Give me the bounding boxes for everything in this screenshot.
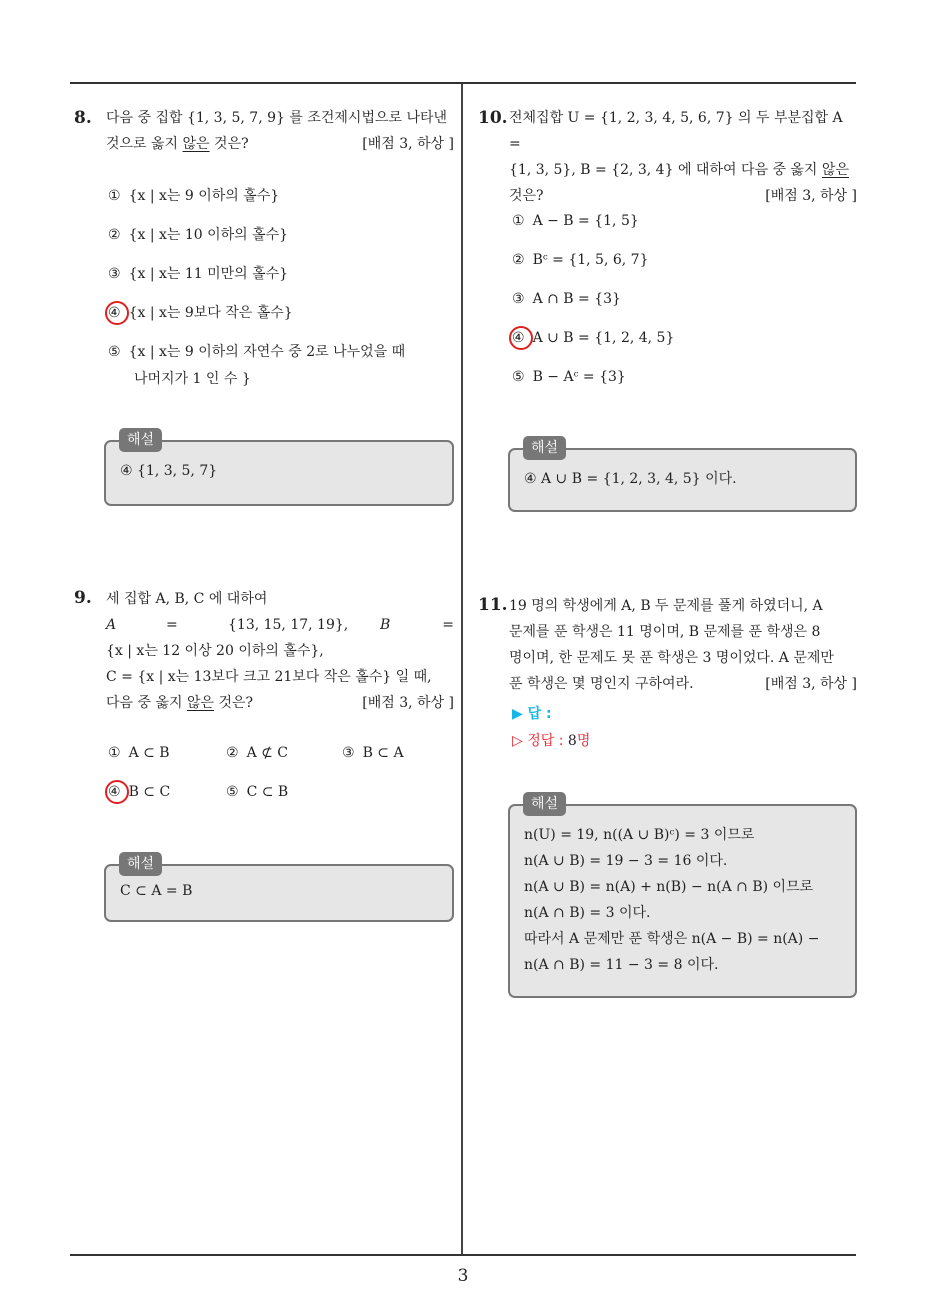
question-8-points: [배점 3, 하상 ] bbox=[362, 136, 454, 152]
q8-choice-5[interactable] bbox=[108, 340, 405, 364]
choice-mark: ④ bbox=[512, 330, 525, 346]
question-11-line1: 19 명의 학생에게 A, B 두 문제를 풀게 하였더니, A bbox=[509, 598, 823, 614]
q10-choice-2[interactable] bbox=[512, 248, 648, 272]
explanation-line: n(A ∪ B) = 19 − 3 = 16 이다. bbox=[524, 853, 728, 869]
choice-text: A ⊄ C bbox=[246, 745, 289, 761]
q9-explanation-text: C ⊂ A = B bbox=[120, 883, 193, 899]
question-8-number: 8. bbox=[74, 108, 92, 128]
q8-underlined: 않은 bbox=[182, 136, 210, 152]
top-rule bbox=[70, 82, 856, 84]
set-a-label: A bbox=[106, 617, 117, 633]
correct-answer bbox=[512, 730, 590, 750]
page-number: 3 bbox=[457, 1266, 469, 1286]
q10-choice-3[interactable] bbox=[512, 287, 621, 311]
q11-text-end: 푼 학생은 몇 명인지 구하여라. bbox=[509, 676, 694, 692]
explanation-line: n(A ∩ B) = 3 이다. bbox=[524, 905, 651, 921]
q10-choice-4[interactable] bbox=[512, 326, 674, 350]
q8-text-end: 것은? bbox=[209, 136, 249, 152]
choice-text: B ⊂ C bbox=[128, 784, 171, 800]
choice-mark: ⑤ bbox=[512, 369, 525, 385]
q8-explanation-tag: 해설 bbox=[119, 428, 162, 452]
q8-text: 것으로 옳지 bbox=[106, 136, 183, 152]
question-10-line2 bbox=[509, 157, 857, 183]
question-8-line2 bbox=[106, 131, 454, 157]
choice-mark: ④ bbox=[108, 305, 121, 321]
correct-answer-value: 8 bbox=[567, 733, 577, 749]
choice-text: A ⊂ B bbox=[128, 745, 170, 761]
q10-choice-1[interactable] bbox=[512, 209, 639, 233]
question-11-stem bbox=[509, 593, 857, 697]
q11-explanation-text bbox=[524, 816, 841, 978]
choice-mark: ② bbox=[512, 252, 525, 268]
choice-mark: ① bbox=[512, 213, 525, 229]
q8-choice-3[interactable] bbox=[108, 262, 288, 286]
answer-mark-circle bbox=[509, 326, 533, 350]
question-8-stem bbox=[106, 105, 454, 157]
question-10-stem bbox=[509, 105, 857, 209]
choice-text: A ∩ B = {3} bbox=[532, 291, 621, 307]
correct-answer-unit: 명 bbox=[576, 733, 591, 749]
q11-explanation-tag: 해설 bbox=[523, 792, 566, 816]
choice-text: {x | x는 11 미만의 홀수} bbox=[128, 266, 289, 282]
q9-underlined: 않은 bbox=[186, 695, 215, 711]
choice-text: B ⊂ A bbox=[362, 745, 404, 761]
choice-text: {x | x는 9 이하의 자연수 중 2로 나누었을 때 bbox=[128, 344, 406, 360]
choice-mark: ④ bbox=[108, 784, 121, 800]
q10-explanation-text: ④ A ∪ B = {1, 2, 3, 4, 5} 이다. bbox=[524, 471, 737, 487]
question-10-line3 bbox=[509, 183, 857, 209]
q10-text-end: 것은? bbox=[509, 188, 544, 204]
choice-mark: ⑤ bbox=[226, 784, 239, 800]
q9-text-end: 것은? bbox=[214, 695, 254, 711]
choice-text: C ⊂ B bbox=[246, 784, 289, 800]
choice-text: {x | x는 10 이하의 홀수} bbox=[128, 227, 289, 243]
q10-choice-5[interactable] bbox=[512, 365, 626, 389]
question-9-number: 9. bbox=[74, 588, 92, 608]
choice-mark: ② bbox=[108, 227, 121, 243]
choice-text: A − B = {1, 5} bbox=[532, 213, 639, 229]
explanation-line: 따라서 A 문제만 푼 학생은 n(A − B) = n(A) − bbox=[524, 931, 820, 947]
q8-explanation-text: ④ {1, 3, 5, 7} bbox=[120, 463, 218, 479]
choice-text: B − Aᶜ = {3} bbox=[532, 369, 626, 385]
q9-choice-5[interactable] bbox=[226, 780, 288, 804]
question-11-number: 11. bbox=[478, 595, 508, 615]
choice-mark: ③ bbox=[512, 291, 525, 307]
bottom-rule bbox=[70, 1254, 856, 1256]
explanation-line: n(A ∩ B) = 11 − 3 = 8 이다. bbox=[524, 957, 719, 973]
q10-explanation-tag: 해설 bbox=[523, 436, 566, 460]
q10-underlined: 않은 bbox=[821, 162, 849, 178]
q8-choice-1[interactable] bbox=[108, 184, 279, 208]
choice-text: A ∪ B = {1, 2, 4, 5} bbox=[532, 330, 675, 346]
question-10-line1: 전체집합 U = {1, 2, 3, 4, 5, 6, 7} 의 두 부분집합 A = bbox=[509, 110, 843, 152]
choice-mark: ⑤ bbox=[108, 344, 121, 360]
choice-mark: ② bbox=[226, 745, 239, 761]
q11-explanation-box bbox=[508, 804, 857, 998]
q10-text: {1, 3, 5}, B = {2, 3, 4} 에 대하여 다음 중 옳지 bbox=[509, 162, 822, 178]
equals-sign: = bbox=[442, 617, 454, 633]
question-9-line1: 세 집합 A, B, C 에 대하여 bbox=[106, 591, 268, 607]
choice-mark: ① bbox=[108, 745, 121, 761]
question-9-line3: {x | x는 12 이상 20 이하의 홀수}, bbox=[106, 643, 324, 659]
question-11-line2: 문제를 푼 학생은 11 명이며, B 문제를 푼 학생은 8 bbox=[509, 624, 821, 640]
q9-choice-3[interactable] bbox=[342, 741, 404, 765]
question-9-line2 bbox=[106, 612, 454, 638]
q8-choice-5-line2: 나머지가 1 인 수 } bbox=[134, 371, 251, 387]
question-11-line4 bbox=[509, 671, 857, 697]
answer-blank-label[interactable]: ▶ 답 : bbox=[512, 706, 552, 722]
choice-mark: ① bbox=[108, 188, 121, 204]
q8-choice-2[interactable] bbox=[108, 223, 288, 247]
choice-text: {x | x는 9 이하의 홀수} bbox=[128, 188, 280, 204]
explanation-line: n(U) = 19, n((A ∪ B)ᶜ) = 3 이므로 bbox=[524, 827, 755, 843]
q9-text: 다음 중 옳지 bbox=[106, 695, 187, 711]
question-10-points: [배점 3, 하상 ] bbox=[765, 188, 857, 204]
question-9-line4: C = {x | x는 13보다 크고 21보다 작은 홀수} 일 때, bbox=[106, 669, 432, 685]
question-11-points: [배점 3, 하상 ] bbox=[765, 676, 857, 692]
q9-explanation-tag: 해설 bbox=[119, 852, 162, 876]
question-8-line1: 다음 중 집합 {1, 3, 5, 7, 9} 를 조건제시법으로 나타낸 bbox=[106, 110, 448, 126]
q8-choice-4[interactable] bbox=[108, 301, 293, 325]
choice-text: Bᶜ = {1, 5, 6, 7} bbox=[532, 252, 649, 268]
question-11-line3: 명이며, 한 문제도 못 푼 학생은 3 명이었다. A 문제만 bbox=[509, 650, 834, 666]
question-9-stem bbox=[106, 586, 454, 716]
set-b-label: B bbox=[380, 617, 391, 633]
answer-mark-circle bbox=[105, 301, 129, 325]
q9-choice-2[interactable] bbox=[226, 741, 288, 765]
explanation-line: n(A ∪ B) = n(A) + n(B) − n(A ∩ B) 이므로 bbox=[524, 879, 814, 895]
question-10-number: 10. bbox=[478, 108, 508, 128]
q9-choice-1[interactable] bbox=[108, 741, 170, 765]
choice-text: {x | x는 9보다 작은 홀수} bbox=[128, 305, 293, 321]
question-9-line5 bbox=[106, 690, 454, 716]
answer-mark-circle bbox=[105, 780, 129, 804]
choice-mark: ③ bbox=[342, 745, 355, 761]
column-divider bbox=[461, 84, 463, 1256]
equals-sign: = bbox=[166, 617, 178, 633]
question-9-points: [배점 3, 하상 ] bbox=[362, 695, 454, 711]
set-a-elements: {13, 15, 17, 19}, bbox=[228, 617, 349, 633]
choice-mark: ③ bbox=[108, 266, 121, 282]
correct-answer-label: ▷ 정답 : bbox=[512, 733, 564, 749]
